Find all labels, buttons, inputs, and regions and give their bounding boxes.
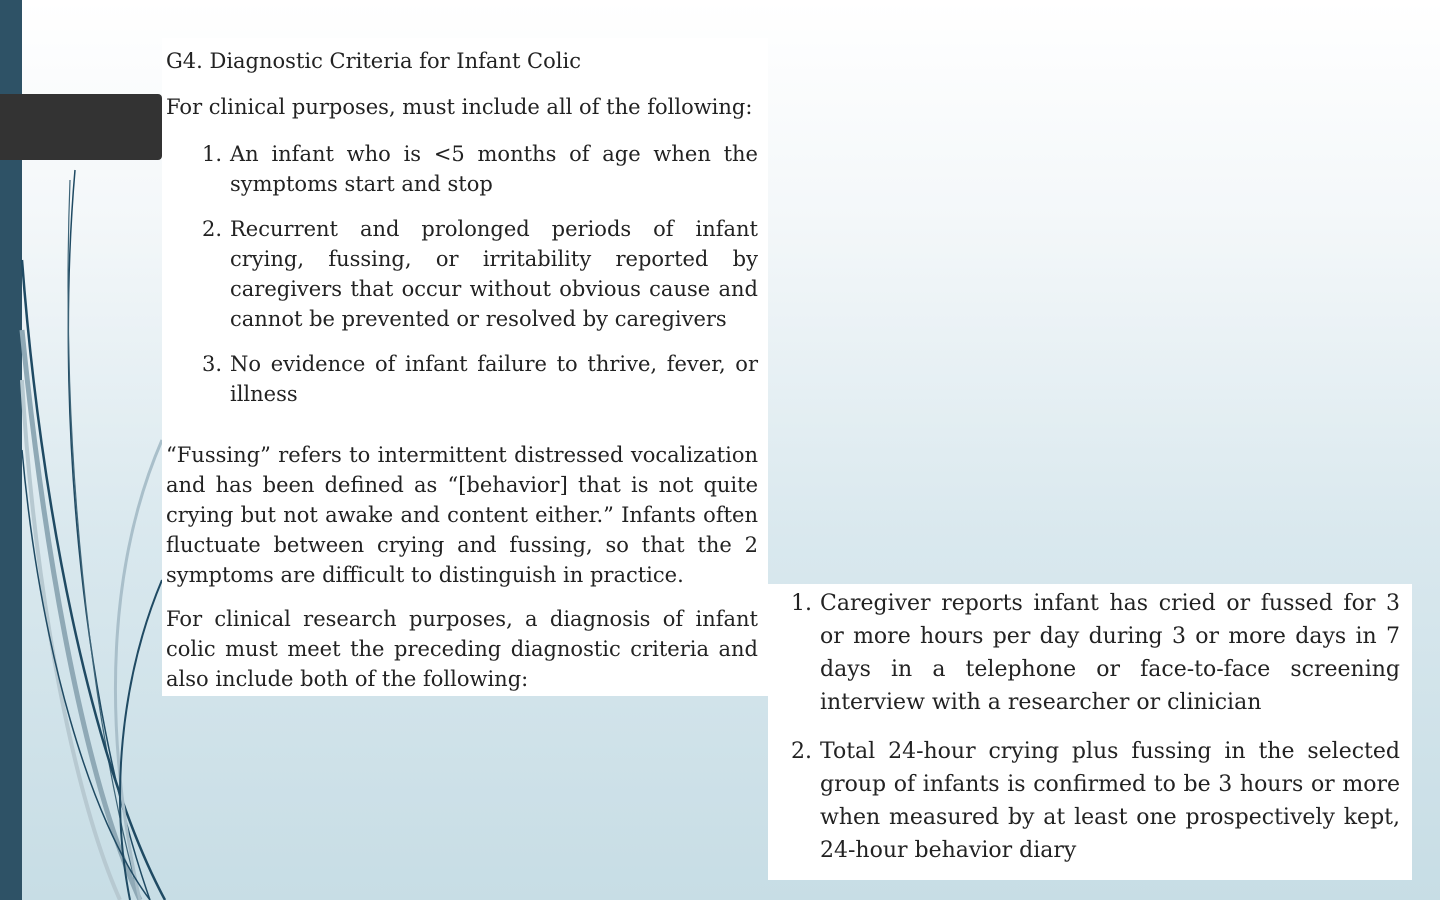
criterion-text: No evidence of infant failure to thrive, fever, or illness (230, 352, 758, 406)
criteria-panel-right (768, 584, 1412, 880)
criterion-text: Total 24-hour crying plus fussing in the selected group of infants is confirmed to be 3 hours or more when measured by at least one prospectively kept, 24-hour behavior diary (820, 739, 1400, 863)
research-criterion-item (786, 587, 1400, 719)
criterion-item (198, 349, 758, 409)
criteria-panel-left (162, 38, 768, 696)
fussing-definition: “Fussing” refers to intermittent distressed vocalization and has been defined as “[behavior] that is not quite crying but not awake and content either.” Infants often fluctuate between crying and fussing, so that the 2 symptoms are difficult to distinguish in practice. (166, 443, 758, 587)
criterion-number: 1. (791, 591, 812, 616)
section-title: G4. Diagnostic Criteria for Infant Colic (166, 49, 581, 73)
criterion-text: Caregiver reports infant has cried or fussed for 3 or more hours per day during 3 or more days in 7 days in a telephone or face-to-face screening interview with a researcher or clinician (820, 591, 1400, 715)
criterion-text: An infant who is <5 months of age when the symptoms start and stop (230, 142, 758, 196)
criterion-number: 3. (201, 352, 222, 376)
criterion-number: 2. (791, 739, 812, 764)
criterion-text: Recurrent and prolonged periods of infant crying, fussing, or irritability reported by caregivers that occur without obvious cause and cannot be prevented or resolved by caregivers (230, 217, 758, 331)
criterion-number: 1. (201, 142, 222, 166)
intro-text: For clinical purposes, must include all of the following: (166, 95, 753, 119)
research-note: For clinical research purposes, a diagnosis of infant colic must meet the preceding diagnostic criteria and also include both of the following: (166, 607, 758, 691)
criterion-item (198, 214, 758, 334)
research-criterion-item (786, 735, 1400, 867)
criterion-number: 2. (201, 217, 222, 241)
dark-tab-block (0, 94, 162, 160)
criterion-item (198, 139, 758, 199)
